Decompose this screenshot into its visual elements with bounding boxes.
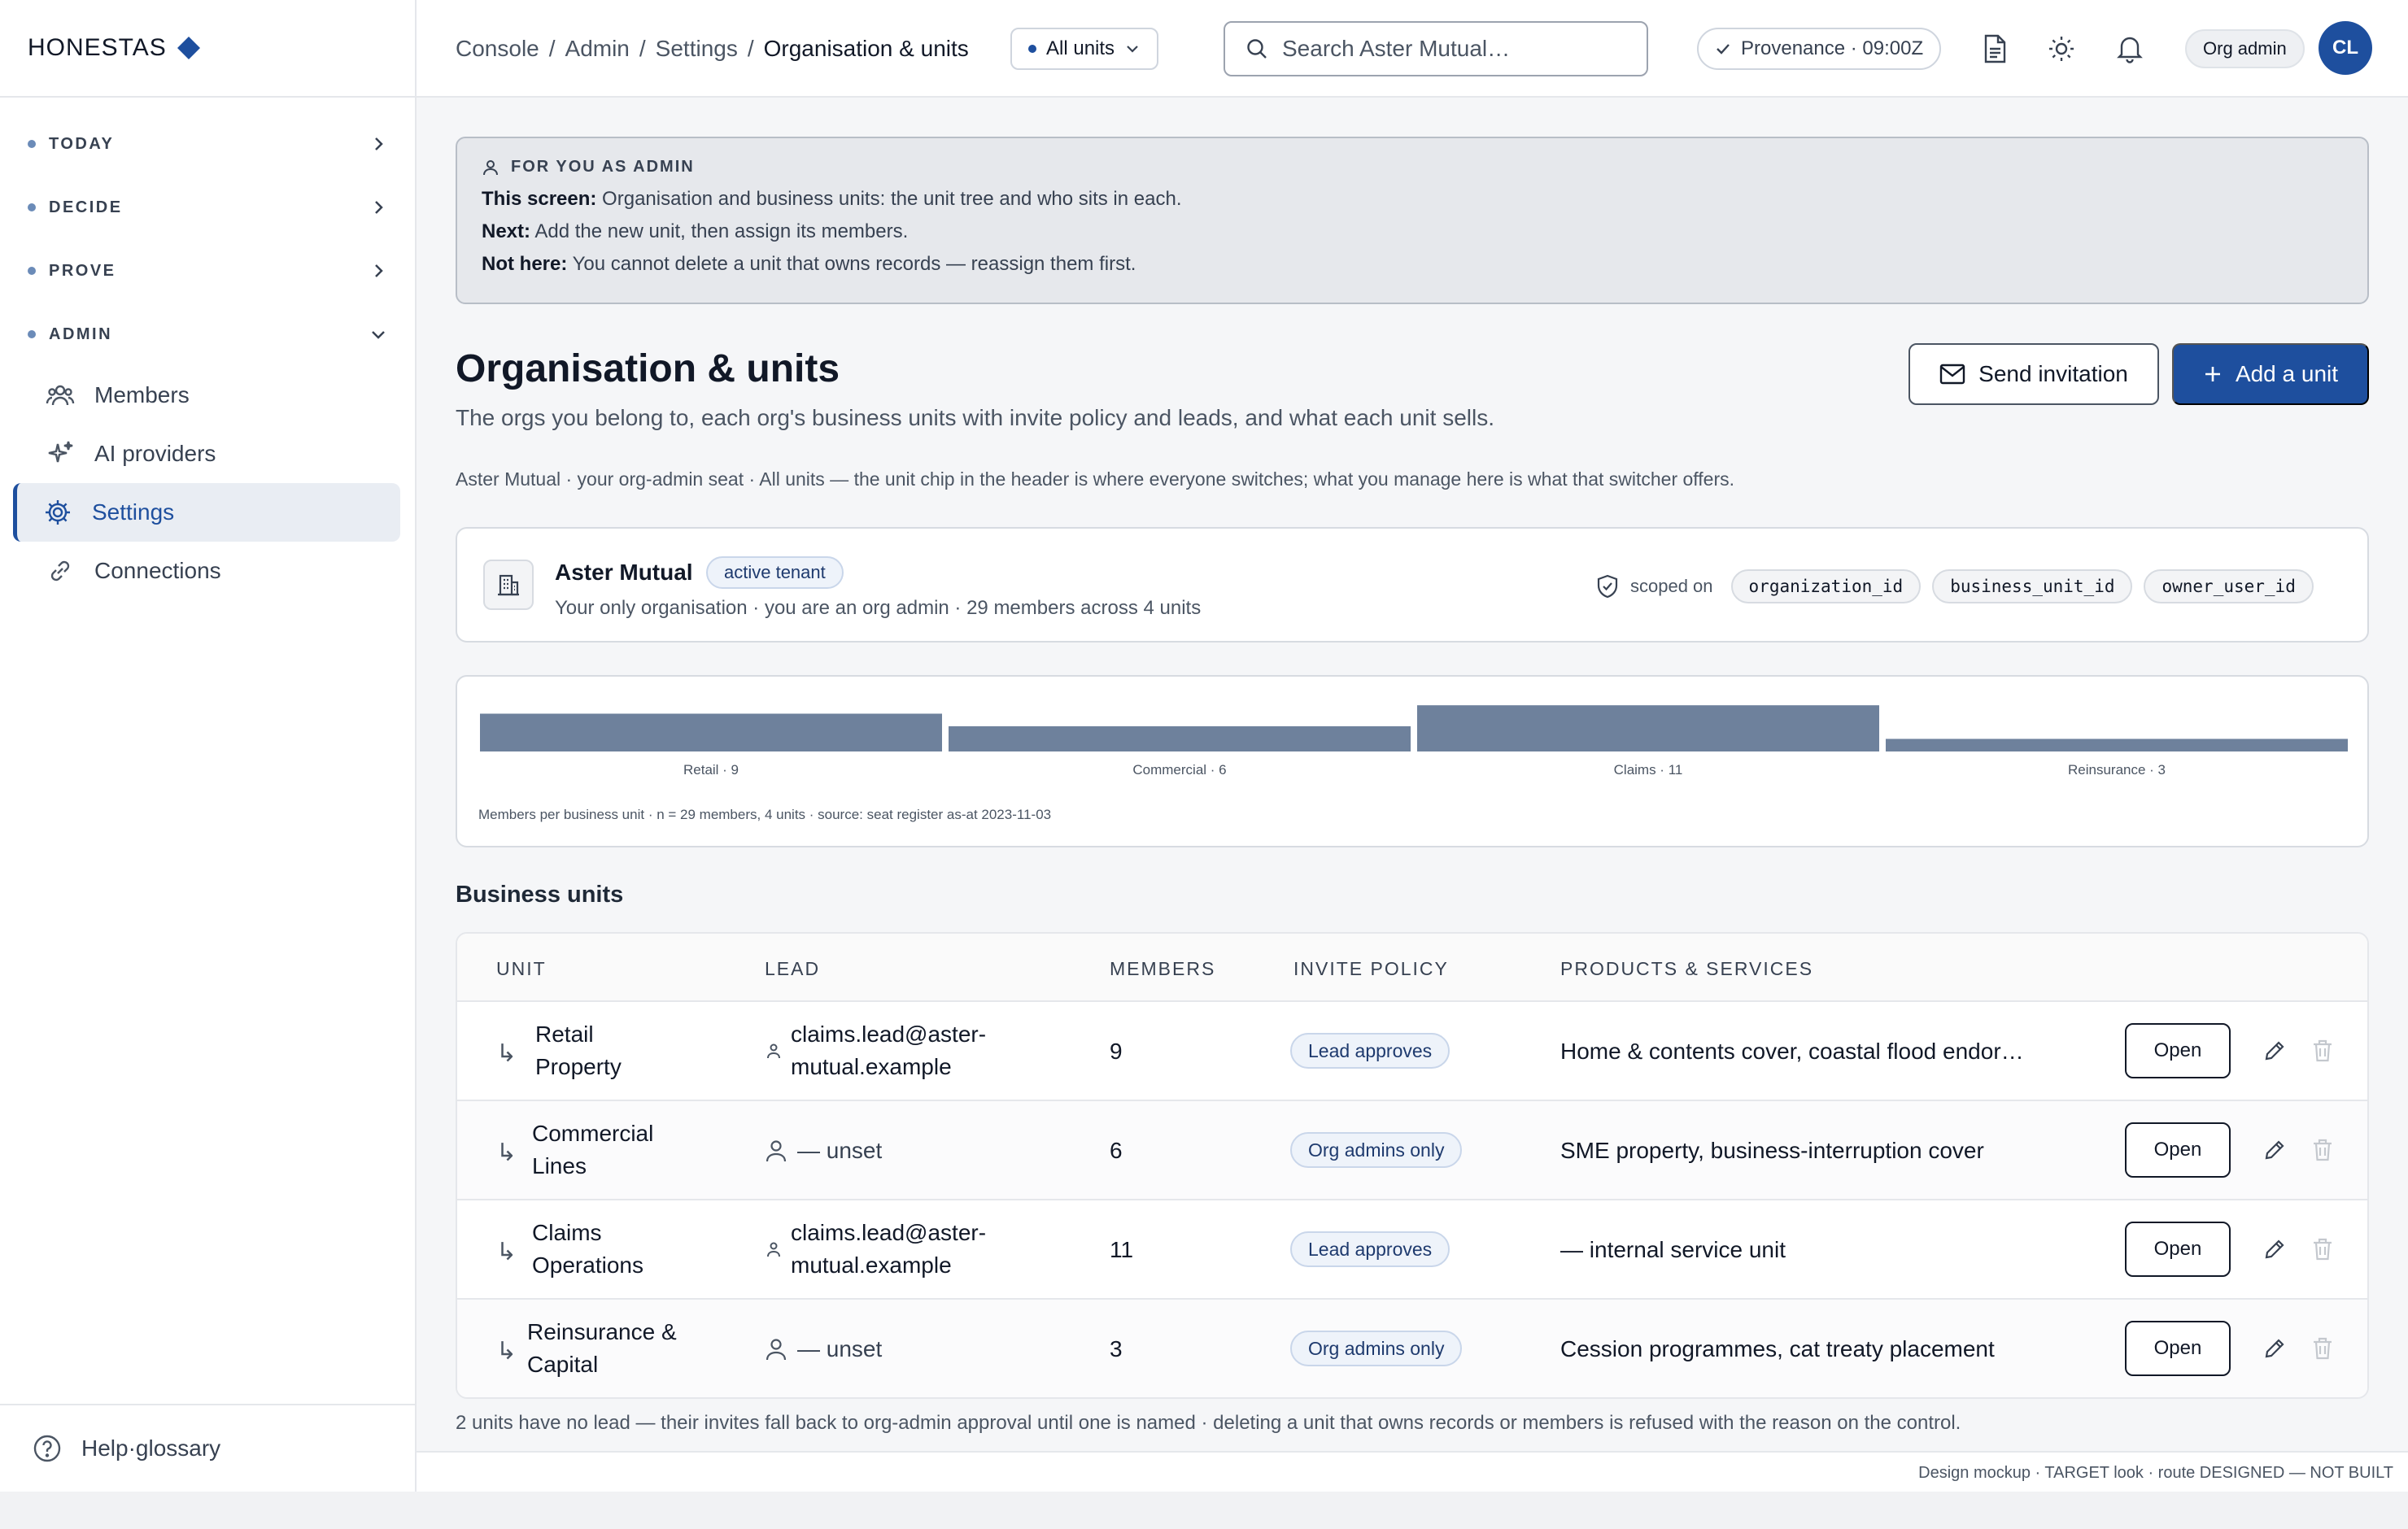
- units-footnote: 2 units have no lead — their invites fall back to org-admin approval until one is named · deleting a unit that owns records or members is refused with the reason on the control.: [456, 1412, 1961, 1434]
- search-input[interactable]: [1282, 36, 1632, 62]
- scope-chip: organization_id: [1731, 569, 1922, 603]
- members-count: 9: [1110, 1039, 1123, 1064]
- page-footer: [417, 1451, 2408, 1492]
- help-glossary-link[interactable]: [0, 1404, 415, 1492]
- breadcrumb-settings[interactable]: Settings: [655, 36, 738, 61]
- edit-icon[interactable]: [2262, 1236, 2288, 1262]
- provenance-badge[interactable]: [1697, 28, 1941, 70]
- nav-section-label: PROVE: [49, 261, 116, 280]
- org-name: Aster Mutual: [555, 560, 693, 585]
- scoped-label: scoped on: [1630, 576, 1713, 596]
- shield-check-icon: [1596, 574, 1619, 599]
- sidebar-item-ai-providers[interactable]: [13, 425, 400, 483]
- unit-name: Retail Property: [535, 1022, 622, 1079]
- breadcrumb-separator: /: [639, 36, 646, 61]
- banner-not-here: Not here: You cannot delete a unit that owns records — reassign them first.: [482, 253, 1136, 275]
- lead-unset: — unset: [797, 1138, 883, 1163]
- add-unit-label: Add a unit: [2235, 361, 2339, 386]
- footer-note: Design mockup · TARGET look · route DESIGNED — NOT BUILT: [1918, 1464, 2393, 1482]
- help-label: Help·glossary: [81, 1435, 221, 1461]
- table-row[interactable]: [457, 1002, 2367, 1101]
- chevron-down-icon: [369, 325, 387, 343]
- bar-commercial: [949, 726, 1411, 751]
- building-icon: [483, 560, 534, 610]
- user-icon: [765, 1337, 787, 1361]
- plus-icon: [2203, 364, 2223, 384]
- open-unit-button[interactable]: Open: [2125, 1122, 2231, 1178]
- unit-switcher[interactable]: [1010, 28, 1158, 70]
- bullet-dot: [1028, 45, 1036, 53]
- delete-icon[interactable]: [2310, 1335, 2335, 1361]
- bar-label-reinsurance: Reinsurance · 3: [2067, 762, 2166, 778]
- banner-this-screen: This screen: Organisation and business units: the unit tree and who sits in each.: [482, 188, 1182, 210]
- table-row[interactable]: [457, 1300, 2367, 1399]
- brand[interactable]: [0, 0, 415, 98]
- scope-chip: owner_user_id: [2144, 569, 2313, 603]
- mail-icon: [1939, 364, 1965, 385]
- sun-icon: [2047, 34, 2076, 63]
- open-unit-button[interactable]: Open: [2125, 1222, 2231, 1277]
- child-arrow-icon: ↳: [496, 1239, 517, 1265]
- column-header-products[interactable]: PRODUCTS & SERVICES: [1560, 958, 1814, 979]
- scope-list: [1596, 569, 2314, 603]
- nav-section-label: DECIDE: [49, 198, 123, 216]
- bar-label-claims: Claims · 11: [1613, 762, 1683, 778]
- open-unit-button[interactable]: Open: [2125, 1321, 2231, 1376]
- sidebar-item-label: Connections: [94, 558, 221, 583]
- breadcrumb-separator: /: [548, 36, 556, 61]
- business-units-title: Business units: [456, 882, 624, 908]
- document-button[interactable]: [1977, 31, 2013, 67]
- unit-name: Reinsurance & Capital: [527, 1319, 677, 1377]
- search-box[interactable]: [1224, 21, 1648, 76]
- send-invitation-label: Send invitation: [1978, 361, 2128, 386]
- sidebar-item-connections[interactable]: [13, 542, 400, 600]
- products-services: Home & contents cover, coastal flood endor…: [1560, 1039, 2024, 1064]
- page-title: Organisation & units: [456, 347, 840, 390]
- org-card: [456, 527, 2369, 643]
- chevron-right-icon: [369, 198, 387, 216]
- breadcrumb-console[interactable]: Console: [456, 36, 539, 61]
- check-icon: [1715, 41, 1731, 57]
- brand-logo-text: HONESTAS: [28, 34, 167, 61]
- scope-chip: business_unit_id: [1932, 569, 2132, 603]
- invite-policy-badge: Org admins only: [1290, 1331, 1462, 1366]
- invite-policy-badge: Lead approves: [1290, 1231, 1450, 1267]
- bullet-dot: [28, 330, 36, 338]
- members-icon: [46, 381, 75, 410]
- banner-heading: FOR YOU AS ADMIN: [511, 158, 695, 176]
- top-header: [417, 0, 2408, 98]
- sparkle-icon: [46, 439, 75, 468]
- unit-name: Claims Operations: [532, 1220, 643, 1278]
- avatar[interactable]: CL: [2319, 21, 2372, 75]
- sidebar-item-label: Settings: [92, 499, 175, 525]
- edit-icon[interactable]: [2262, 1038, 2288, 1064]
- members-count: 11: [1110, 1237, 1134, 1262]
- context-line: Aster Mutual · your org-admin seat · All units — the unit chip in the header is where everyone switches; what you manage here is what that switcher offers.: [456, 468, 1735, 490]
- send-invitation-button[interactable]: [1909, 343, 2159, 405]
- column-header-unit[interactable]: UNIT: [496, 958, 547, 979]
- role-badge: Org admin: [2185, 29, 2305, 68]
- gear-icon: [43, 498, 72, 527]
- status-badge: active tenant: [706, 556, 844, 589]
- provenance-label: Provenance · 09:00Z: [1741, 37, 1924, 59]
- org-summary: Your only organisation · you are an org admin · 29 members across 4 units: [555, 597, 1202, 619]
- nav-section-prove[interactable]: [0, 239, 415, 303]
- breadcrumb-admin[interactable]: Admin: [565, 36, 630, 61]
- edit-icon[interactable]: [2262, 1137, 2288, 1163]
- lead-unset: — unset: [797, 1336, 883, 1361]
- page-subtitle: The orgs you belong to, each org's business units with invite policy and leads, and what each unit sells.: [456, 405, 1494, 430]
- chart-caption: Members per business unit · n = 29 members, 4 units · source: seat register as-at 2023-11-03: [478, 807, 1052, 822]
- invite-policy-badge: Org admins only: [1290, 1132, 1462, 1168]
- child-arrow-icon: ↳: [496, 1139, 517, 1166]
- sidebar: [0, 0, 417, 1492]
- column-header-members[interactable]: MEMBERS: [1110, 958, 1216, 979]
- sidebar-item-label: AI providers: [94, 441, 216, 466]
- sidebar-item-members[interactable]: [13, 366, 400, 425]
- products-services: SME property, business-interruption cover: [1560, 1138, 1984, 1163]
- diamond-icon: [177, 36, 201, 60]
- bar-label-retail: Retail · 9: [683, 762, 739, 778]
- members-chart: [456, 675, 2369, 847]
- sidebar-item-label: Members: [94, 382, 190, 407]
- nav-section-label: TODAY: [49, 134, 115, 153]
- table-row[interactable]: [457, 1200, 2367, 1300]
- bar-claims: [1417, 705, 1879, 751]
- bar-reinsurance: [1886, 739, 2348, 752]
- delete-icon[interactable]: [2310, 1137, 2335, 1163]
- delete-icon[interactable]: [2310, 1236, 2335, 1262]
- user-icon: [765, 1139, 787, 1163]
- admin-guidance-banner: [456, 137, 2369, 304]
- chevron-right-icon: [369, 262, 387, 280]
- bottom-strip: [0, 1492, 2408, 1529]
- bullet-dot: [28, 203, 36, 211]
- nav-section-today[interactable]: [0, 112, 415, 176]
- add-unit-button[interactable]: [2172, 343, 2369, 405]
- delete-icon[interactable]: [2310, 1038, 2335, 1064]
- breadcrumb: [456, 0, 969, 98]
- sidebar-item-settings[interactable]: [13, 483, 400, 542]
- link-icon: [46, 556, 75, 586]
- unit-switcher-label: All units: [1046, 37, 1115, 59]
- column-header-lead[interactable]: LEAD: [765, 958, 821, 979]
- main-content: [417, 98, 2408, 1451]
- document-icon: [1981, 33, 2009, 64]
- user-icon: [766, 1241, 781, 1257]
- nav-section-admin[interactable]: [0, 303, 415, 366]
- bullet-dot: [28, 267, 36, 275]
- help-icon: [33, 1434, 62, 1463]
- nav-section-decide[interactable]: [0, 176, 415, 239]
- column-header-invite-policy[interactable]: INVITE POLICY: [1293, 958, 1449, 979]
- members-count: 6: [1110, 1138, 1123, 1163]
- bell-icon: [2116, 34, 2144, 63]
- breadcrumb-current: Organisation & units: [763, 36, 969, 61]
- child-arrow-icon: ↳: [496, 1338, 517, 1365]
- edit-icon[interactable]: [2262, 1335, 2288, 1361]
- lead-email: claims.lead@aster- mutual.example: [791, 1022, 987, 1079]
- products-services: Cession programmes, cat treaty placement: [1560, 1336, 1995, 1361]
- notifications-button[interactable]: [2112, 31, 2148, 67]
- bar-retail: [480, 714, 942, 752]
- theme-toggle-button[interactable]: [2044, 31, 2079, 67]
- bar-label-commercial: Commercial · 6: [1132, 762, 1227, 778]
- breadcrumb-separator: /: [747, 36, 754, 61]
- products-services: — internal service unit: [1560, 1237, 1786, 1262]
- bullet-dot: [28, 140, 36, 148]
- nav-section-label: ADMIN: [49, 325, 113, 343]
- open-unit-button[interactable]: Open: [2125, 1023, 2231, 1078]
- user-icon: [766, 1043, 781, 1059]
- chevron-down-icon: [1124, 41, 1141, 57]
- lead-email: claims.lead@aster- mutual.example: [791, 1220, 987, 1278]
- unit-name: Commercial Lines: [532, 1121, 654, 1178]
- table-header: [457, 934, 2367, 1002]
- table-row[interactable]: [457, 1101, 2367, 1200]
- banner-next: Next: Add the new unit, then assign its members.: [482, 220, 909, 242]
- chevron-right-icon: [369, 135, 387, 153]
- members-count: 3: [1110, 1336, 1123, 1361]
- members-bar-chart: [457, 677, 2371, 807]
- user-icon: [482, 159, 499, 176]
- search-icon: [1245, 37, 1269, 61]
- child-arrow-icon: ↳: [496, 1040, 517, 1067]
- invite-policy-badge: Lead approves: [1290, 1033, 1450, 1069]
- business-units-table: [456, 932, 2369, 1399]
